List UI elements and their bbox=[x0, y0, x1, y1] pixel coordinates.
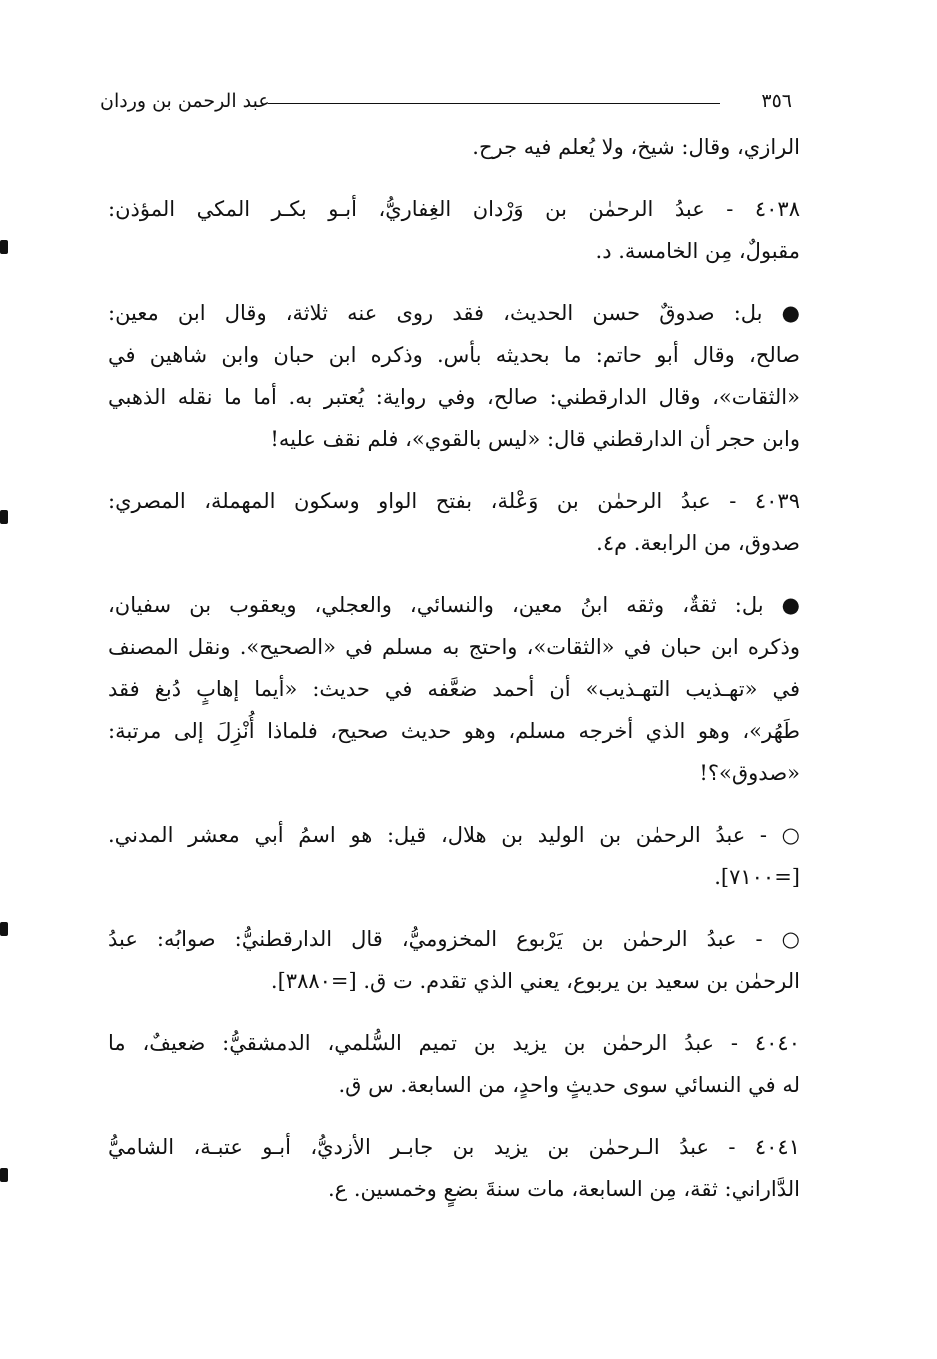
text-line: ٤٠٣٩ - عبدُ الرحمٰن بن وَعْلة، بفتح الواو وسكون المهملة، المصري: bbox=[108, 489, 800, 513]
scan-margin-mark bbox=[0, 240, 8, 254]
text-line: ٤٠٤٠ - عبدُ الرحمٰن بن يزيد بن تميم السُّلمي، الدمشقيُّ: ضعيفٌ، ما bbox=[108, 1031, 800, 1055]
text-line: صدوق، من الرابعة. م٤. bbox=[596, 531, 800, 555]
text-line: الرحمٰن بن سعيد بن يربوع، يعني الذي تقدم. ت ق. [=٣٨٨٠]. bbox=[270, 969, 800, 993]
text-line: الرازي، وقال: شيخ، ولا يُعلم فيه جرح. bbox=[472, 135, 800, 159]
header-rule bbox=[268, 103, 720, 104]
text-line: ● بل: صدوقٌ حسن الحديث، فقد روى عنه ثلاثة، وقال ابن معين: bbox=[108, 301, 800, 325]
entry-4040 bbox=[108, 1022, 800, 1106]
text-line: وابن حجر أن الدارقطني قال: «ليس بالقوي»، فلم نقف عليه! bbox=[270, 427, 800, 451]
text-line: «الثقات»، وقال الدارقطني: صالح، وفي رواية: يُعتبر به. أما ما نقله الذهبي bbox=[108, 385, 800, 409]
text-line: طَهُر»، وهو الذي أخرجه مسلم، وهو حديث صحيح، فلماذا أُنْزِلَ إلى مرتبة: bbox=[108, 719, 800, 743]
page-body bbox=[108, 126, 800, 1210]
scan-margin-mark bbox=[0, 922, 8, 936]
text-line: وذكره ابن حبان في «الثقات»، واحتج به مسلم في «الصحيح». ونقل المصنف bbox=[108, 635, 800, 659]
scan-margin-mark bbox=[0, 1168, 8, 1182]
text-line: له في النسائي سوى حديثٍ واحدٍ، من السابعة. س ق. bbox=[338, 1073, 800, 1097]
commentary-4038 bbox=[108, 292, 800, 460]
text-line: ● بل: ثقةٌ، وثقه ابنُ معين، والنسائي، والعجلي، ويعقوب بن سفيان، bbox=[108, 593, 800, 617]
entry-4041 bbox=[108, 1126, 800, 1210]
entry-ibn-al-walid bbox=[108, 814, 800, 898]
continuation-paragraph bbox=[108, 126, 800, 168]
text-line: في «تهـذيب التهـذيب» أن أحمد ضعَّفه في حديث: «أيما إهابٍ دُبغ فقد bbox=[108, 677, 800, 701]
entry-4039 bbox=[108, 480, 800, 564]
text-line: ○ - عبدُ الرحمٰن بن الوليد بن هلال، قيل: هو اسمُ أبي معشر المدني. bbox=[108, 823, 800, 847]
entry-ibn-yarbu bbox=[108, 918, 800, 1002]
text-line: [=٧١٠٠]. bbox=[714, 865, 800, 889]
page-number: ٣٥٦ bbox=[761, 90, 792, 112]
scan-margin-mark bbox=[0, 510, 8, 524]
text-line: ٤٠٤١ - عبدُ الـرحمٰن بن يزيد بن جابـر الأزديُّ، أبـو عتبـة، الشاميُّ bbox=[108, 1135, 800, 1159]
page-header bbox=[100, 88, 792, 122]
running-title: عبد الرحمن بن وردان bbox=[100, 90, 270, 112]
text-line: ٤٠٣٨ - عبدُ الرحمٰن بن وَرْدان الغِفاريُّ، أبـو بكـر المكي المؤذن: bbox=[108, 197, 800, 221]
text-line: ○ - عبدُ الرحمٰن بن يَرْبوع المخزوميُّ، قال الدارقطنيُّ: صوابُه: عبدُ bbox=[108, 927, 800, 951]
text-line: الدَّاراني: ثقة، مِن السابعة، مات سنةَ بضعٍ وخمسين. ع. bbox=[327, 1177, 800, 1201]
entry-4038 bbox=[108, 188, 800, 272]
text-line: «صدوق»؟! bbox=[699, 761, 800, 785]
text-line: مقبولٌ، مِن الخامسة. د. bbox=[595, 239, 800, 263]
commentary-4039 bbox=[108, 584, 800, 794]
text-line: صالح، وقال أبو حاتم: ما بحديثه بأس. وذكره ابن حبان وابن شاهين في bbox=[108, 343, 800, 367]
